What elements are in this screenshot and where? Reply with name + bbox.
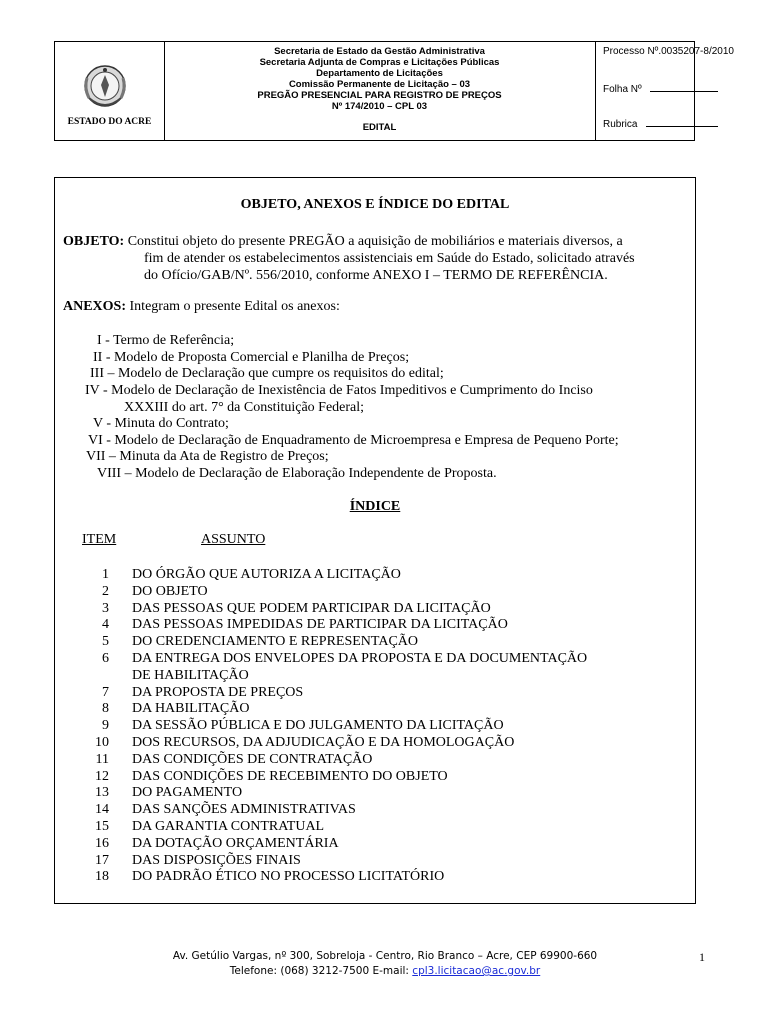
folha-field [603,84,718,95]
index-item-number: 5 [102,634,109,650]
section-title: OBJETO, ANEXOS E ÍNDICE DO EDITAL [240,197,510,212]
index-item-subject: DO ÓRGÃO QUE AUTORIZA A LICITAÇÃO [132,567,401,582]
index-item-number: 4 [102,617,109,633]
page-number: 1 [699,950,705,964]
index-item-subject: DO OBJETO [132,583,208,599]
header-line: Departamento de Licitações [316,68,443,79]
index-item-number: 13 [95,785,109,801]
anexo-item: IV - Modelo de Declaração de Inexistência de Fatos Impeditivos e Cumprimento do Inciso [85,383,593,398]
anexo-item: V - Minuta do Contrato; [93,416,229,431]
index-item-subject: DA SESSÃO PÚBLICA E DO JULGAMENTO DA LICITAÇÃO [132,718,504,734]
column-header-assunto: ASSUNTO [201,532,266,547]
index-item-number: 14 [95,802,109,818]
index-item-subject: DAS CONDIÇÕES DE RECEBIMENTO DO OBJETO [132,768,448,784]
index-item-subject: DAS DISPOSIÇÕES FINAIS [132,852,301,868]
header-logo-cell [55,42,165,140]
index-item-subject: DA ENTREGA DOS ENVELOPES DA PROPOSTA E DA DOCUMENTAÇÃO [132,651,588,666]
objeto-text-line: do Ofício/GAB/Nº. 556/2010, conforme ANEXO I – TERMO DE REFERÊNCIA. [144,268,608,283]
index-item-subject: DO PAGAMENTO [132,785,243,801]
header-process-cell [595,42,734,140]
index-item-number: 7 [102,684,109,700]
rubrica-field [603,119,718,130]
anexos-intro [63,298,340,315]
header-line: Nº 174/2010 – CPL 03 [331,101,428,112]
anexo-item: VII – Minuta da Ata de Registro de Preços; [86,449,329,464]
anexo-item: XXXIII do art. 7° da Constituição Federal; [124,400,365,415]
index-item-number: 6 [102,651,109,666]
index-item-subject: DOS RECURSOS, DA ADJUDICAÇÃO E DA HOMOLOGAÇÃO [132,735,515,750]
index-item-number: 3 [102,600,109,616]
anexos-intro-text: Integram o presente Edital os anexos: [129,299,340,314]
index-item-number: 10 [95,735,109,750]
header-line: Comissão Permanente de Licitação – 03 [288,79,471,90]
index-item-number: 15 [95,819,109,834]
index-item-number: 18 [95,869,109,885]
folha-blank-line [650,91,718,92]
footer-contact [0,965,770,977]
anexo-item: VIII – Modelo de Declaração de Elaboração Independente de Proposta. [97,466,497,481]
index-item-subject: DAS SANÇÕES ADMINISTRATIVAS [132,802,356,818]
indice-title: ÍNDICE [349,499,401,514]
header-line: PREGÃO PRESENCIAL PARA REGISTRO DE PREÇOS [257,90,502,101]
header-title-cell [164,42,596,140]
index-item-number: 11 [95,751,109,767]
rubrica-label: Rubrica [603,119,638,130]
index-item-subject: DO PADRÃO ÉTICO NO PROCESSO LICITATÓRIO [132,869,445,885]
anexo-item: VI - Modelo de Declaração de Enquadramento de Microempresa e Empresa de Pequeno Porte; [88,433,619,448]
index-item-number: 16 [95,835,109,851]
document-header [54,41,734,141]
header-line: Secretaria de Estado da Gestão Administrativa [274,46,485,57]
index-item-subject: DAS PESSOAS IMPEDIDAS DE PARTICIPAR DA LICITAÇÃO [132,617,508,633]
processo-number: Processo Nº.0035207-8/2010 [603,46,734,57]
index-item-subject: DE HABILITAÇÃO [132,667,249,683]
index-item-subject: DO CREDENCIAMENTO E REPRESENTAÇÃO [132,634,419,650]
index-item-number: 8 [102,701,109,717]
index-item-subject: DA PROPOSTA DE PREÇOS [132,684,304,700]
anexo-item: I - Termo de Referência; [97,333,235,348]
footer-address: Av. Getúlio Vargas, nº 300, Sobreloja - Centro, Rio Branco – Acre, CEP 69900-660 [172,950,598,962]
objeto-first-line [63,233,623,250]
anexo-item: III – Modelo de Declaração que cumpre os requisitos do edital; [90,366,444,381]
index-item-subject: DA HABILITAÇÃO [132,701,250,717]
header-title-lines [164,46,595,112]
index-item-subject: DAS PESSOAS QUE PODEM PARTICIPAR DA LICITAÇÃO [132,600,491,616]
rubrica-blank-line [646,126,718,127]
index-item-subject: DA GARANTIA CONTRATUAL [132,819,325,834]
header-edital-label: EDITAL [362,122,397,133]
folha-label: Folha Nº [603,84,642,95]
column-header-item: ITEM [82,532,117,547]
state-label: ESTADO DO ACRE [67,117,152,127]
index-item-number: 1 [102,567,109,582]
objeto-label: OBJETO: [63,234,125,249]
index-item-subject: DA DOTAÇÃO ORÇAMENTÁRIA [132,835,339,851]
anexo-item: II - Modelo de Proposta Comercial e Planilha de Preços; [93,350,410,365]
index-item-number: 12 [95,768,109,784]
objeto-text-line: Constitui objeto do presente PREGÃO a aquisição de mobiliários e materiais diversos, a [127,234,623,249]
objeto-text-line: fim de atender os estabelecimentos assistenciais em Saúde do Estado, solicitado através [144,251,635,266]
footer-phone: Telefone: (068) 3212-7500 E-mail: [229,965,409,977]
index-item-number: 2 [102,583,109,599]
state-crest-icon [81,62,129,112]
index-item-number: 9 [102,718,109,734]
index-item-number: 17 [95,852,109,868]
index-item-subject: DAS CONDIÇÕES DE CONTRATAÇÃO [132,751,373,767]
footer-email-link[interactable]: cpl3.licitacao@ac.gov.br [412,965,541,977]
anexos-label: ANEXOS: [63,299,127,314]
edital-content-box [54,177,696,904]
header-line: Secretaria Adjunta de Compras e Licitações Públicas [259,57,500,68]
